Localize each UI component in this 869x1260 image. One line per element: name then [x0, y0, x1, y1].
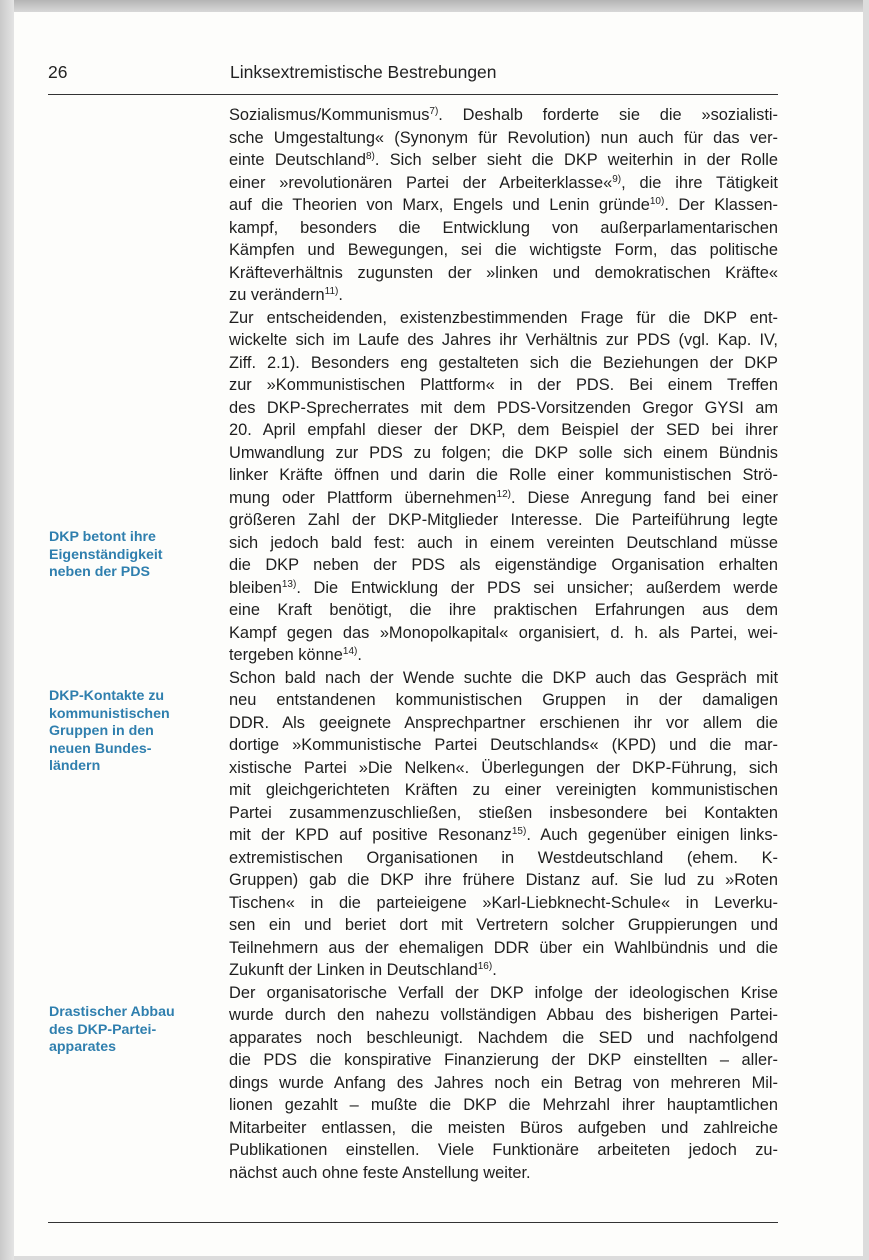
body-line: [229, 734, 778, 757]
footnote-marker: 13): [281, 578, 297, 590]
body-line: [229, 397, 778, 420]
body-line: [229, 937, 778, 960]
body-text-run: .: [338, 286, 343, 304]
body-text-run: einte Deutschland: [229, 151, 366, 169]
body-text-run: die DKP neben der PDS als eigenständige Organisation erhalten: [229, 556, 778, 574]
body-text-run: lionen gezahlt – mußte die DKP die Mehrzahl ihrer hauptamtlichen: [229, 1096, 778, 1114]
body-line: [229, 1117, 778, 1140]
margin-note-line: neuen Bundes-: [49, 740, 152, 757]
body-text-run: tergeben könne: [229, 646, 343, 664]
body-line: [229, 352, 778, 375]
body-text-run: . Der Klassen-: [664, 196, 778, 214]
margin-note-line: apparates: [49, 1039, 117, 1055]
body-line: [229, 1004, 778, 1027]
body-text-run: zur »Kommunistischen Plattform« in der PDS. Bei einem Treffen: [229, 376, 778, 394]
body-line: [229, 892, 778, 915]
body-text-run: bleiben: [229, 578, 282, 597]
body-text-run: Schon bald nach der Wende suchte die DKP auch das Gespräch mit: [229, 668, 778, 687]
body-line: [229, 419, 778, 442]
body-text-run: wickelte sich im Laufe des Jahres ihr Verhältnis zur PDS (vgl. Kap. IV,: [229, 331, 778, 349]
body-text-run: mit gleichgerichteten Kräften zu einer vereinigten kommunistischen: [229, 781, 778, 799]
body-line: [229, 779, 778, 802]
margin-note-line: kommunistischen: [49, 705, 170, 722]
body-line: [229, 667, 778, 690]
body-line: [229, 217, 778, 240]
body-text-run: sche Umgestaltung« (Synonym für Revolution) nun auch für das ver-: [229, 128, 778, 147]
body-line: [229, 239, 778, 262]
body-text-run: kampf, besonders die Entwicklung von außerparlamentarischen: [229, 218, 778, 237]
page-left-edge: [0, 0, 14, 1260]
body-line: [229, 644, 778, 667]
footnote-marker: 14): [342, 646, 358, 657]
body-text-run: Kämpfen und Bewegungen, sei die wichtigste Form, das politische: [229, 241, 778, 259]
body-text-run: linker Kräfte öffnen und darin die Rolle einer kommunistischen Strö-: [229, 466, 778, 484]
body-text-run: extremistischen Organisationen in Westdeutschland (ehem. K-: [229, 848, 778, 867]
body-line: [229, 599, 778, 622]
margin-note-2: [49, 688, 209, 776]
body-text-run: . Sich selber sieht die DKP weiterhin in der Rolle: [374, 151, 778, 169]
body-line: [229, 464, 778, 487]
margin-note-3: [49, 1004, 209, 1057]
body-line: [229, 1139, 778, 1162]
body-text-run: Kampf gegen das »Monopolkapital« organisiert, d. h. als Partei, wei-: [229, 623, 778, 642]
body-text-run: des DKP-Sprecherrates mit dem PDS-Vorsitzenden Gregor GYSI am: [229, 398, 778, 417]
footnote-marker: 15): [511, 826, 527, 837]
header-rule: [48, 94, 778, 95]
body-line: [229, 824, 778, 847]
body-text-run: . Die Entwicklung der PDS sei unsicher; außerdem werde: [296, 578, 778, 597]
body-line: [229, 329, 778, 352]
body-text-run: Publikationen einstellen. Viele Funktionäre arbeiteten jedoch zu-: [229, 1141, 778, 1159]
footnote-marker: 10): [649, 196, 665, 207]
body-line: [229, 577, 778, 600]
body-text-run: Sozialismus/Kommunismus: [229, 106, 430, 124]
body-line: [229, 307, 778, 330]
body-line: [229, 802, 778, 825]
body-line: [229, 1049, 778, 1072]
body-text-run: Zur entscheidenden, existenzbestimmenden Frage für die DKP ent-: [229, 308, 778, 327]
page-number: 26: [48, 62, 68, 82]
body-text-run: einer »revolutionären Partei der Arbeiterklasse«: [229, 173, 613, 192]
body-line: [229, 194, 778, 217]
margin-note-line: Drastischer Abbau: [49, 1004, 175, 1020]
body-line: [229, 554, 778, 577]
body-text-run: . Auch gegenüber einigen links-: [526, 826, 778, 844]
body-text-run: DDR. Als geeignete Ansprechpartner erschienen ihr vor allem die: [229, 713, 778, 732]
margin-note-line: Gruppen in den: [49, 723, 154, 739]
body-text: [229, 104, 778, 1184]
body-line: [229, 847, 778, 870]
body-text-run: xistische Partei »Die Nelken«. Überlegungen der DKP-Führung, sich: [229, 758, 778, 777]
body-text-run: die PDS die konspirative Finanzierung der DKP einstellten – aller-: [229, 1051, 778, 1069]
body-text-run: .: [492, 961, 497, 979]
footnote-marker: 16): [477, 961, 493, 972]
footnote-marker: 8): [365, 151, 375, 162]
margin-note-line: ländern: [49, 758, 101, 774]
body-text-run: Ziff. 2.1). Besonders eng gestalteten sich die Beziehungen der DKP: [229, 353, 778, 372]
body-text-run: auf die Theorien von Marx, Engels und Lenin gründe: [229, 196, 650, 214]
body-text-run: größeren Zahl der DKP-Mitglieder Interesse. Die Parteiführung legte: [229, 511, 778, 529]
body-text-run: sich jedoch bald fest: auch in einem vereinten Deutschland müsse: [229, 533, 778, 552]
footer-rule: [48, 1222, 778, 1223]
footnote-marker: 9): [612, 173, 622, 185]
body-text-run: mung oder Plattform übernehmen: [229, 488, 497, 507]
footnote-marker: 12): [496, 488, 511, 500]
margin-note-line: DKP betont ihre: [49, 529, 156, 545]
body-line: [229, 104, 778, 127]
body-line: [229, 1027, 778, 1050]
body-text-run: dings wurde Anfang des Jahres noch ein Betrag von mehreren Mil-: [229, 1073, 778, 1092]
body-line: [229, 442, 778, 465]
body-text-run: zu verändern: [229, 286, 325, 304]
body-line: [229, 982, 778, 1005]
body-text-run: .: [357, 646, 362, 664]
body-line: [229, 149, 778, 172]
body-text-run: , die ihre Tätigkeit: [621, 173, 778, 192]
margin-note-line: DKP-Kontakte zu: [49, 688, 165, 704]
body-line: [229, 622, 778, 645]
body-text-run: . Diese Anregung fand bei einer: [510, 488, 778, 507]
body-text-run: Gruppen) gab die DKP ihre frühere Distanz auf. Sie lud zu »Roten: [229, 871, 778, 889]
body-line: [229, 374, 778, 397]
body-line: [229, 509, 778, 532]
body-text-run: eine Kraft benötigt, die ihre praktischen Erfahrungen aus dem: [229, 601, 778, 619]
body-text-run: apparates noch beschleunigt. Nachdem die SED und nachfolgend: [229, 1028, 778, 1047]
body-text-run: Der organisatorische Verfall der DKP infolge der ideologischen Krise: [229, 983, 778, 1002]
body-text-run: nächst auch ohne feste Anstellung weiter.: [229, 1163, 531, 1182]
running-title: Linksextremistische Bestrebungen: [230, 62, 497, 82]
body-text-run: Kräfteverhältnis zugunsten der »linken und demokratischen Kräfte«: [229, 263, 778, 282]
body-text-run: . Deshalb forderte sie die »sozialisti-: [438, 106, 778, 124]
body-line: [229, 262, 778, 285]
body-line: [229, 959, 778, 982]
body-text-run: Teilnehmern aus der ehemaligen DDR über ein Wahlbündnis und die: [229, 938, 778, 957]
body-line: [229, 127, 778, 150]
body-text-run: Umwandlung zur PDS zu folgen; die DKP solle sich einem Bündnis: [229, 443, 778, 462]
margin-note-1: [49, 529, 209, 582]
body-text-run: 20. April empfahl dieser der DKP, dem Beispiel der SED bei ihrer: [229, 421, 778, 439]
page-top-shadow: [14, 0, 863, 12]
body-line: [229, 1094, 778, 1117]
body-line: [229, 487, 778, 510]
margin-note-line: neben der PDS: [49, 564, 150, 580]
body-line: [229, 1162, 778, 1185]
body-line: [229, 284, 778, 307]
body-line: [229, 1072, 778, 1095]
body-line: [229, 172, 778, 195]
footnote-marker: 11): [324, 286, 339, 297]
margin-note-line: des DKP-Partei-: [49, 1021, 157, 1038]
body-line: [229, 712, 778, 735]
body-line: [229, 757, 778, 780]
body-text-run: Partei zusammenzuschließen, stießen insbesondere bei Kontakten: [229, 803, 778, 822]
body-text-run: wurde durch den nahezu vollständigen Abbau des bisherigen Partei-: [229, 1006, 778, 1024]
body-text-run: Mitarbeiter entlassen, die meisten Büros aufgeben und zahlreiche: [229, 1118, 778, 1137]
body-text-run: sen ein und beriet dort mit Vertretern solcher Gruppierungen und: [229, 916, 778, 934]
body-text-run: Tischen« in die parteieigene »Karl-Liebknecht-Schule« in Leverku-: [229, 893, 778, 912]
footnote-marker: 7): [429, 106, 439, 117]
margin-note-line: Eigenständigkeit: [49, 546, 163, 563]
body-text-run: neu entstandenen kommunistischen Gruppen in der damaligen: [229, 691, 778, 709]
body-line: [229, 532, 778, 555]
body-line: [229, 869, 778, 892]
body-text-run: mit der KPD auf positive Resonanz: [229, 826, 512, 844]
body-text-run: dortige »Kommunistische Partei Deutschlands« (KPD) und die mar-: [229, 736, 778, 754]
body-line: [229, 914, 778, 937]
body-line: [229, 689, 778, 712]
body-text-run: Zukunft der Linken in Deutschland: [229, 961, 478, 979]
